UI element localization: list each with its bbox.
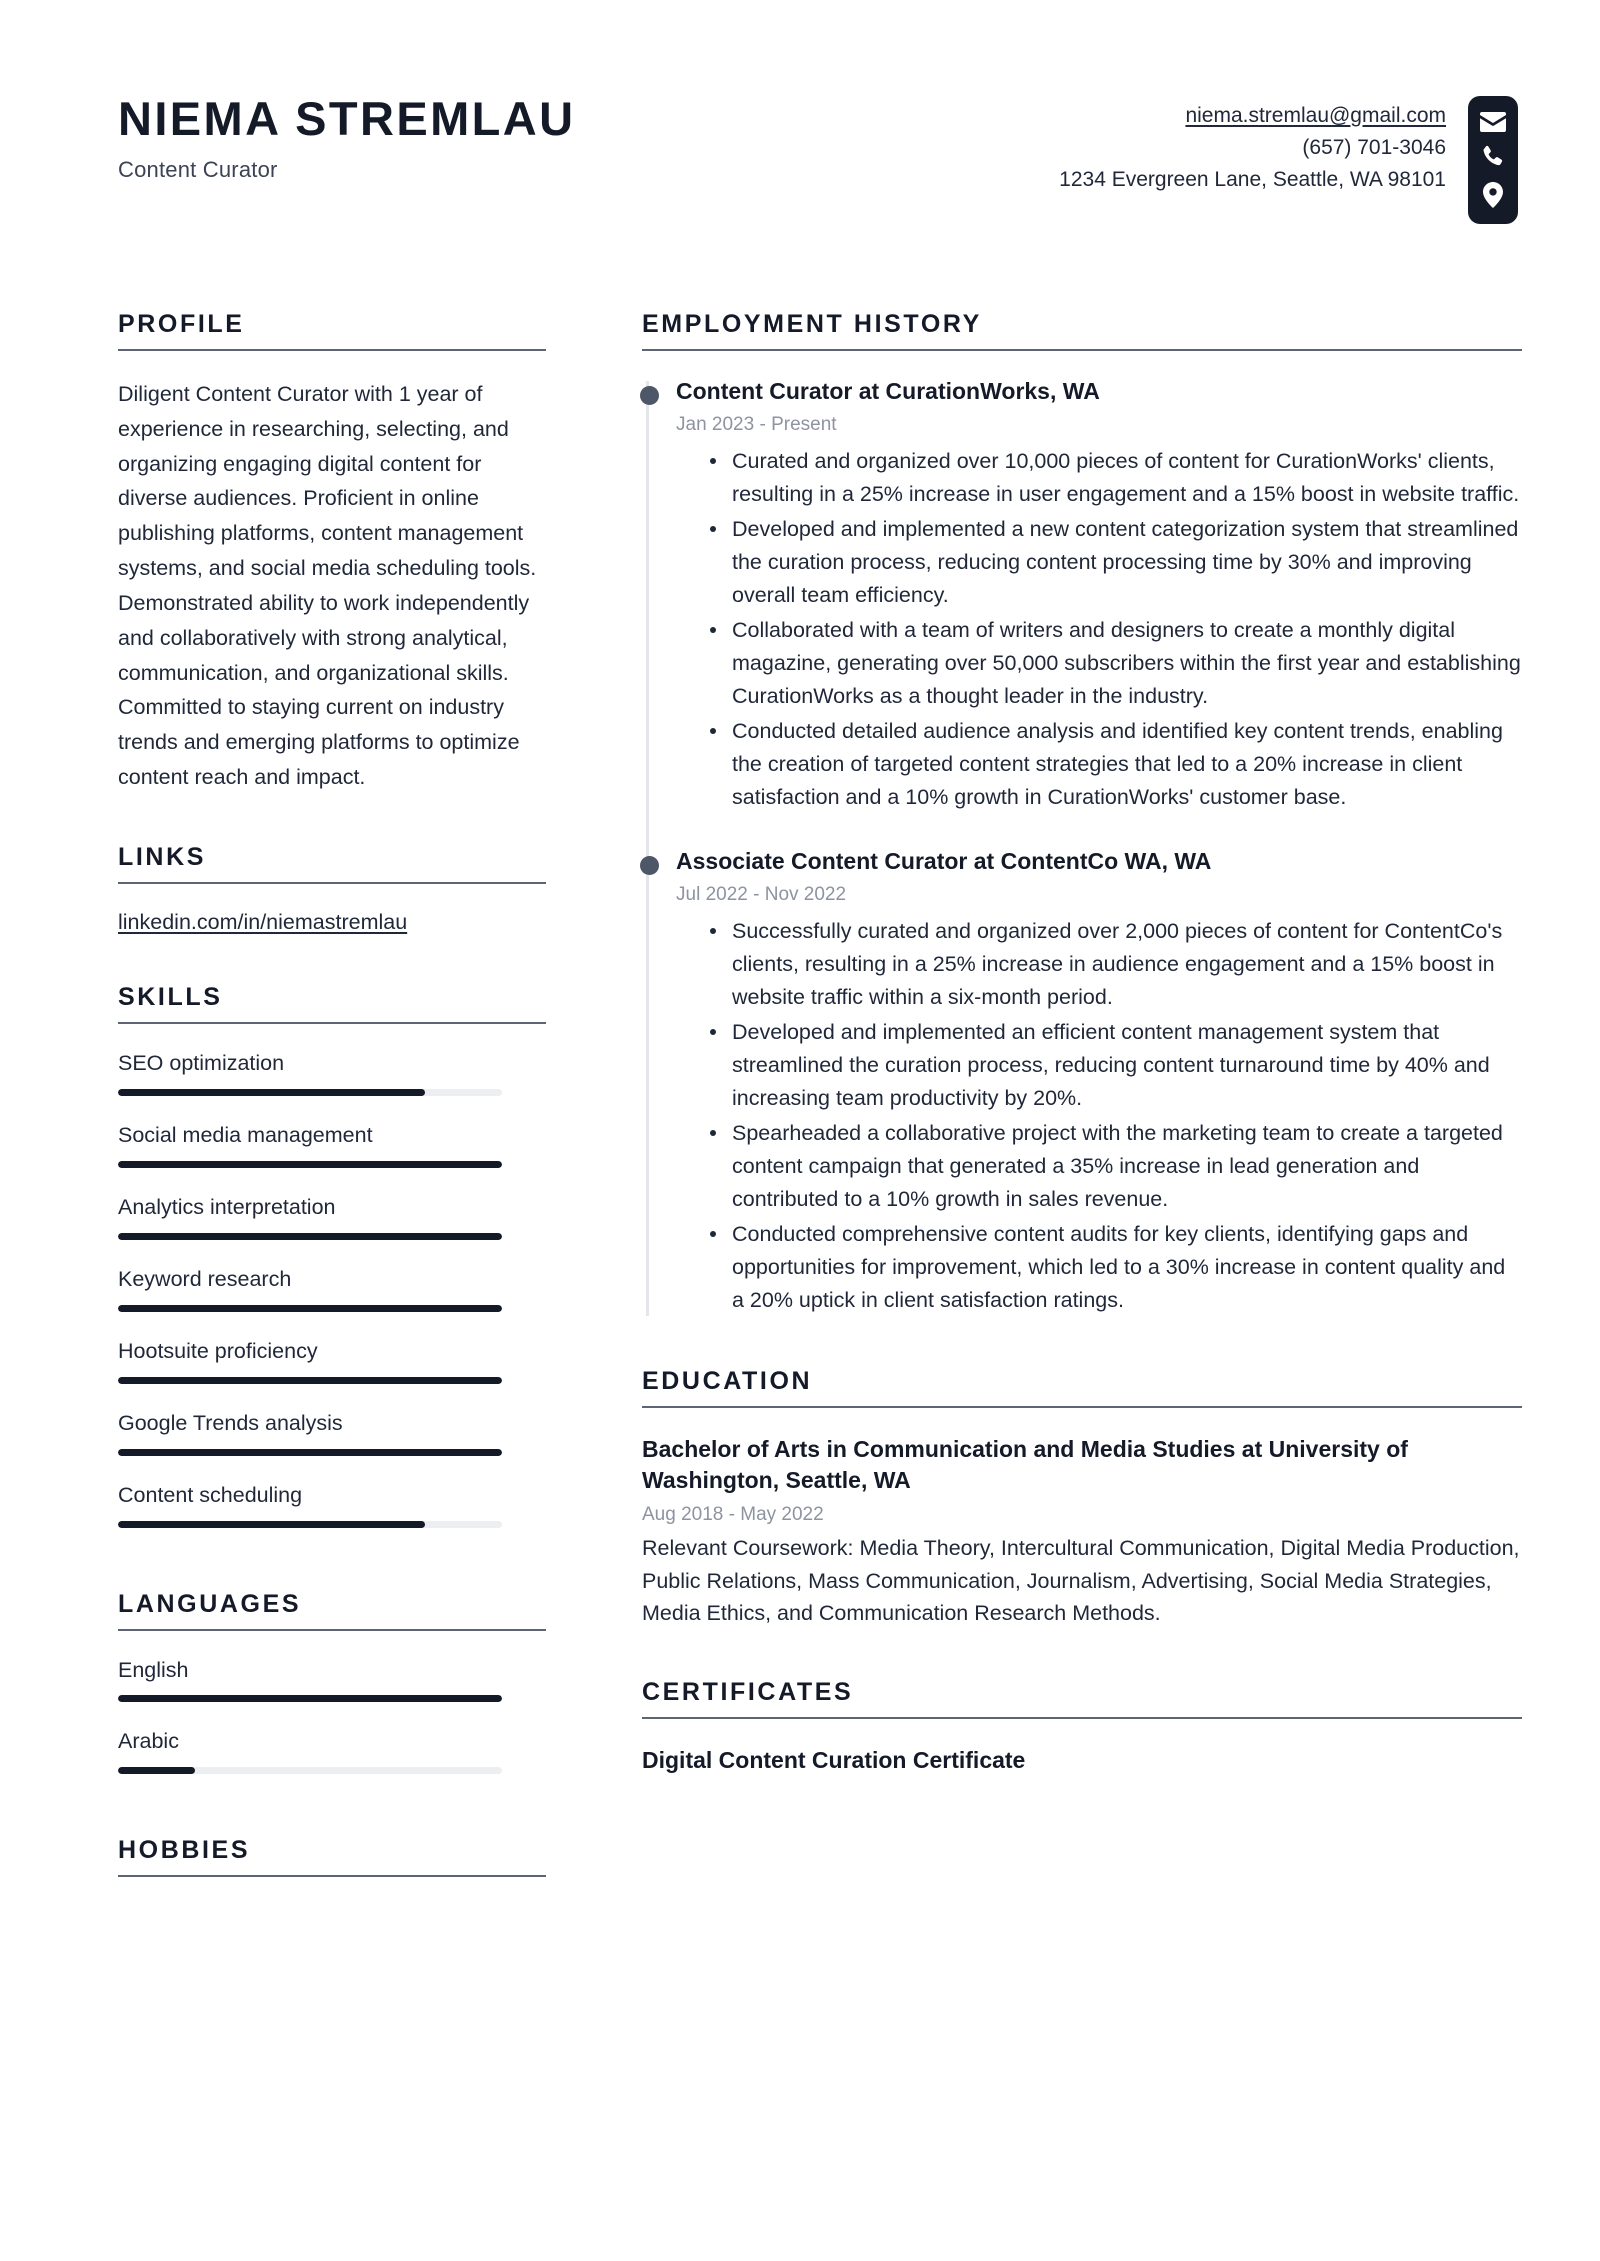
spacer: [118, 1800, 546, 1836]
resume-body: [0, 224, 1600, 1903]
spacer: [118, 935, 546, 983]
skill-level-fill: [118, 1305, 502, 1312]
employment-bullets: [676, 445, 1522, 813]
links-list: [118, 910, 546, 935]
employment-title: Associate Content Curator at ContentCo WA, WA: [676, 848, 1212, 875]
section-skills: [118, 983, 546, 1528]
skill-bar-item: [118, 1194, 546, 1240]
section-divider: [642, 349, 1522, 351]
certificates-heading: CERTIFICATES: [642, 1677, 854, 1706]
section-languages: [118, 1590, 546, 1775]
envelope-icon: [1480, 112, 1506, 132]
skill-bar-item: [118, 1410, 546, 1456]
section-profile: [118, 310, 546, 795]
skill-level-track: [118, 1767, 502, 1774]
skill-bar-item: [118, 1657, 546, 1703]
skill-bar-item: [118, 1266, 546, 1312]
education-dates: Aug 2018 - May 2022: [642, 1503, 824, 1525]
education-degree: Bachelor of Arts in Communication and Media Studies at University of Washington, Seattle, WA: [642, 1436, 1408, 1494]
bullet-item: Spearheaded a collaborative project with the marketing team to create a targeted content campaign that generated a 35% increase in lead generation and contributed to a 10% growth in sales revenue.: [710, 1117, 1522, 1215]
contact-phone: (657) 701-3046: [1302, 135, 1446, 159]
bullet-item: Successfully curated and organized over 2,000 pieces of content for ContentCo's clients, resulting in a 25% increase in audience engagement and a 15% boost in website traffic within a six-month period.: [710, 915, 1522, 1013]
header-identity: [118, 82, 575, 183]
skill-level-fill: [118, 1449, 502, 1456]
skill-label: Analytics interpretation: [118, 1194, 336, 1219]
employment-entry: [676, 377, 1522, 813]
section-employment: [642, 310, 1522, 1316]
section-divider: [642, 1406, 1522, 1408]
languages-list: [118, 1657, 546, 1775]
contact-email[interactable]: niema.stremlau@gmail.com: [1185, 104, 1446, 127]
contact-icon-panel: [1468, 96, 1518, 224]
education-heading: EDUCATION: [642, 1367, 813, 1396]
skill-level-track: [118, 1233, 502, 1240]
section-divider: [118, 1875, 546, 1877]
skill-bar-item: [118, 1482, 546, 1528]
sidebar-column: [118, 310, 546, 1903]
profile-heading: PROFILE: [118, 310, 245, 338]
skill-level-track: [118, 1521, 502, 1528]
skill-label: Google Trends analysis: [118, 1410, 343, 1435]
candidate-job-title: Content Curator: [118, 157, 278, 183]
certificates-list: [642, 1745, 1522, 1776]
phone-icon: [1481, 145, 1505, 169]
location-pin-icon: [1483, 182, 1503, 208]
spacer: [118, 1554, 546, 1590]
skill-level-fill: [118, 1767, 195, 1774]
section-hobbies: [118, 1836, 546, 1877]
languages-heading: LANGUAGES: [118, 1589, 302, 1618]
employment-timeline: [642, 377, 1522, 1316]
skill-level-fill: [118, 1089, 425, 1096]
bullet-item: Conducted detailed audience analysis and identified key content trends, enabling the creation of targeted content strategies that led to a 20% increase in client satisfaction and a 10% growth in CurationWorks' customer base.: [710, 715, 1522, 813]
skill-level-track: [118, 1305, 502, 1312]
header-contact: [1059, 82, 1518, 224]
employment-heading: EMPLOYMENT HISTORY: [642, 310, 982, 338]
skills-heading: SKILLS: [118, 982, 223, 1011]
skill-level-fill: [118, 1695, 502, 1702]
contact-details: [1059, 96, 1468, 196]
skill-level-fill: [118, 1521, 425, 1528]
section-certificates: [642, 1678, 1522, 1776]
profile-text: Diligent Content Curator with 1 year of experience in researching, selecting, and organizing engaging digital content for diverse audiences. Proficient in online publishing platforms, content management systems, and social media scheduling tools. Demonstrated ability to work independently and collaboratively with strong analytical, communication, and organizational skills. Committed to staying current on industry trends and emerging platforms to optimize content reach and impact.: [118, 382, 537, 790]
skill-level-track: [118, 1449, 502, 1456]
section-divider: [118, 882, 546, 884]
education-description: Relevant Coursework: Media Theory, Intercultural Communication, Digital Media Production, Public Relations, Mass Communication, Journalism, Advertising, Social Media Strategies, Media Ethics, and Communication Research Methods.: [642, 1535, 1520, 1626]
skill-label: Content scheduling: [118, 1482, 303, 1507]
skill-bar-item: [118, 1050, 546, 1096]
employment-dates: Jan 2023 - Present: [676, 413, 837, 435]
section-divider: [642, 1717, 1522, 1719]
link-item[interactable]: linkedin.com/in/niemastremlau: [118, 909, 408, 934]
section-divider: [118, 1629, 546, 1631]
spacer: [642, 1630, 1522, 1678]
section-divider: [118, 1022, 546, 1024]
section-links: [118, 843, 546, 935]
skill-label: Keyword research: [118, 1266, 292, 1291]
skill-label: Social media management: [118, 1122, 373, 1147]
employment-entry: [676, 847, 1522, 1316]
skills-list: [118, 1050, 546, 1528]
contact-address: 1234 Evergreen Lane, Seattle, WA 98101: [1059, 167, 1446, 191]
skill-bar-item: [118, 1728, 546, 1774]
bullet-item: Conducted comprehensive content audits for key clients, identifying gaps and opportunities for improvement, which led to a 30% increase in content quality and a 20% uptick in client satisfaction ratings.: [710, 1218, 1522, 1316]
education-list: [642, 1434, 1522, 1630]
skill-label: English: [118, 1657, 189, 1682]
skill-bar-item: [118, 1122, 546, 1168]
skill-level-fill: [118, 1233, 502, 1240]
employment-bullets: [676, 915, 1522, 1316]
skill-label: SEO optimization: [118, 1050, 285, 1075]
bullet-item: Developed and implemented a new content categorization system that streamlined the curation process, reducing content processing time by 30% and improving overall team efficiency.: [710, 513, 1522, 611]
main-column: [642, 310, 1522, 1776]
skill-level-track: [118, 1089, 502, 1096]
bullet-item: Collaborated with a team of writers and designers to create a monthly digital magazine, generating over 50,000 subscribers within the first year and establishing CurationWorks as a thought leader in the industry.: [710, 614, 1522, 712]
employment-title: Content Curator at CurationWorks, WA: [676, 378, 1100, 404]
certificate-entry: Digital Content Curation Certificate: [642, 1746, 1026, 1773]
section-divider: [118, 349, 546, 351]
employment-dates: Jul 2022 - Nov 2022: [676, 884, 847, 906]
section-education: [642, 1367, 1522, 1630]
skill-bar-item: [118, 1338, 546, 1384]
skill-label: Arabic: [118, 1729, 179, 1754]
skill-level-fill: [118, 1161, 502, 1168]
skill-level-fill: [118, 1377, 502, 1384]
resume-header: [0, 0, 1600, 224]
education-entry: [642, 1434, 1522, 1630]
spacer: [642, 1319, 1522, 1367]
candidate-name: NIEMA STREMLAU: [118, 92, 576, 145]
skill-level-track: [118, 1377, 502, 1384]
bullet-item: Curated and organized over 10,000 pieces of content for CurationWorks' clients, resulting in a 25% increase in user engagement and a 15% boost in website traffic.: [710, 445, 1522, 510]
bullet-item: Developed and implemented an efficient content management system that streamlined the curation process, reducing content turnaround time by 40% and increasing team productivity by 20%.: [710, 1016, 1522, 1114]
hobbies-heading: HOBBIES: [118, 1836, 251, 1865]
links-heading: LINKS: [118, 842, 206, 871]
spacer: [118, 795, 546, 843]
skill-level-track: [118, 1161, 502, 1168]
skill-level-track: [118, 1695, 502, 1702]
skill-label: Hootsuite proficiency: [118, 1338, 318, 1363]
